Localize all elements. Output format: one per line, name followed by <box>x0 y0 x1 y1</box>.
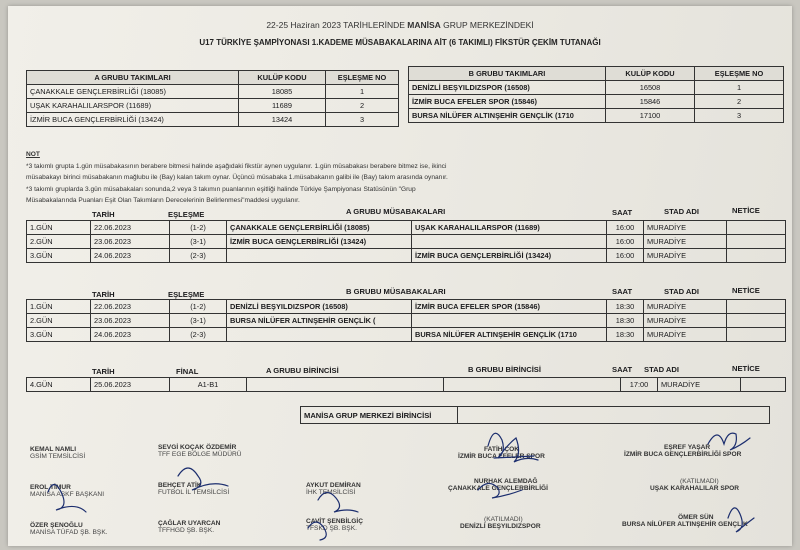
group-a-header-team: A GRUBU TAKIMLARI <box>27 71 239 85</box>
table-row: İZMİR BUCA GENÇLERBİRLİĞİ (13424) 13424 3 <box>27 113 399 127</box>
signature-ihk: AYKUT DEMİRAN İHK TEMSİLCİSİ <box>306 482 361 496</box>
signature-tufad: ÖZER ŞENOĞLU MANİSA TÜFAD ŞB. BŞK. <box>30 522 108 536</box>
a-matches-header-pairing: EŞLEŞME <box>168 210 205 219</box>
signature-tffhgd: ÇAĞLAR UYARCAN TFFHGD ŞB. BŞK. <box>158 520 221 534</box>
group-b-header-code: KULÜP KODU <box>606 67 695 81</box>
final-header-time: SAAT <box>612 365 633 374</box>
final-header-final: FİNAL <box>176 367 199 376</box>
signature-futbol-il: BEHÇET ATİK FUTBOL İL TEMSİLCİSİ <box>158 482 230 496</box>
table-row: BURSA NİLÜFER ALTINŞEHİR GENÇLİK (1710 17100 3 <box>409 109 784 123</box>
b-matches-header-pairing: EŞLEŞME <box>168 290 205 299</box>
b-matches-header-stadium: STAD ADI <box>664 287 700 296</box>
a-matches-header-result: NETİCE <box>732 206 760 215</box>
signature-tff-ege: SEVGİ KOÇAK ÖZDEMİR TFF EGE BÖLGE MÜDÜRÜ <box>158 444 242 458</box>
a-matches-title: A GRUBU MÜSABAKALARI <box>346 207 446 216</box>
table-row: UŞAK KARAHALILARSPOR (11689) 11689 2 <box>27 99 399 113</box>
signature-tfskd: CAVİT ŞENBİLGİÇ TFSKD ŞB. BŞK. <box>306 518 364 532</box>
final-header-result: NETİCE <box>732 364 760 373</box>
signature-scribble <box>8 6 792 546</box>
table-row: İZMİR BUCA EFELER SPOR (15846) 15846 2 <box>409 95 784 109</box>
group-b-header-match-no: EŞLEŞME NO <box>695 67 784 81</box>
table-row: 1.GÜN 22.06.2023 (1-2) ÇANAKKALE GENÇLERBİRLİĞİ (18085) UŞAK KARAHALILARSPOR (11689) 16:00 MURADİYE <box>27 221 786 235</box>
signature-buca-genclerbirligi: EŞREF YAŞAR İZMİR BUCA GENÇLERBİRLİĞİ SPOR <box>624 444 742 458</box>
a-matches-header-time: SAAT <box>612 208 633 217</box>
note-label: NOT <box>26 151 40 158</box>
group-b-header-team: B GRUBU TAKIMLARI <box>409 67 606 81</box>
group-a-header-code: KULÜP KODU <box>239 71 326 85</box>
final-header-date: TARİH <box>92 367 115 376</box>
note-line: *3 takımlı gruplarda 3.gün müsabakaları sonunda,2 veya 3 takımın puanlarının eşitliği halinde Türkiye Şampiyonası Statüsünün "Grup <box>26 185 416 193</box>
final-header-group-b-winner: B GRUBU BİRİNCİSİ <box>468 365 541 374</box>
table-row: 2.GÜN 23.06.2023 (3-1) İZMİR BUCA GENÇLERBİRLİĞİ (13424) 16:00 MURADİYE <box>27 235 786 249</box>
signature-bursa: ÖMER SÜN BURSA NİLÜFER ALTINŞEHİR GENÇLİK <box>622 514 748 528</box>
table-row: 4.GÜN 25.06.2023 A1-B1 17:00 MURADİYE <box>27 378 786 392</box>
group-center-winner-label: MANİSA GRUP MERKEZİ BİRİNCİSİ <box>301 407 458 424</box>
b-matches-header-date: TARİH <box>92 290 115 299</box>
a-matches-header-date: TARİH <box>92 210 115 219</box>
table-row: ÇANAKKALE GENÇLERBİRLİĞİ (18085) 18085 1 <box>27 85 399 99</box>
b-matches-header-result: NETİCE <box>732 286 760 295</box>
group-a-header-match-no: EŞLEŞME NO <box>326 71 399 85</box>
b-matches-header-time: SAAT <box>612 287 633 296</box>
note-line: *3 takımlı grupta 1.gün müsabakasının berabere bitmesi halinde aşağıdaki fikstür aynen uygulanır. 1.gün müsabakası berabere bitmez ise, ikinci <box>26 162 447 170</box>
signature-usak: (KATILMADI) UŞAK KARAHALILAR SPOR <box>650 478 740 492</box>
table-row: DENİZLİ BEŞYILDIZSPOR (16508) 16508 1 <box>409 81 784 95</box>
b-matches-title: B GRUBU MÜSABAKALARI <box>346 287 446 296</box>
table-row: 1.GÜN 22.06.2023 (1-2) DENİZLİ BEŞYILDIZSPOR (16508) İZMİR BUCA EFELER SPOR (15846) 18:30 MURADİYE <box>27 300 786 314</box>
signature-buca-efeler: FATİH ÇOK İZMİR BUCA EFELER SPOR <box>458 446 545 460</box>
note-line: Müsabakalarında Puanları Eşit Olan Takımların Derecelerinin Belirlenmesi"maddesi uygulanır. <box>26 197 300 204</box>
final-header-stadium: STAD ADI <box>644 365 680 374</box>
doc-title-line1: 22-25 Haziran 2023 TARİHLERİNDE MANİSA GRUP MERKEZİNDEKİ <box>266 20 534 30</box>
signature-gsim: KEMAL NAMLI GSİM TEMSİLCİSİ <box>30 446 86 460</box>
note-line: müsabakayı birinci müsabakanın mağlubu ile (Bay) kalan takım oynar. Üçüncü müsabaka 1.müsabakanın galibi ile (Bay) takım arasında oynanır. <box>26 174 448 181</box>
signature-canakkale: NURHAK ALEMDAĞ ÇANAKKALE GENÇLERBİRLİĞİ <box>448 478 549 492</box>
doc-title-line2: U17 TÜRKİYE ŞAMPİYONASI 1.KADEME MÜSABAKALARINA AİT (6 TAKIMLI) FİKSTÜR ÇEKİM TUTANAĞI <box>199 38 601 47</box>
table-row: 3.GÜN 24.06.2023 (2-3) İZMİR BUCA GENÇLERBİRLİĞİ (13424) 16:00 MURADİYE <box>27 249 786 263</box>
signature-denizli: (KATILMADI) DENİZLİ BEŞYILDIZSPOR <box>460 516 541 530</box>
a-matches-header-stadium: STAD ADI <box>664 207 700 216</box>
final-header-group-a-winner: A GRUBU BİRİNCİSİ <box>266 366 339 375</box>
signature-askf: EROL TİMUR MANİSA ASKF BAŞKANI <box>30 484 105 498</box>
fixture-sheet <box>8 6 792 546</box>
table-row: 2.GÜN 23.06.2023 (3-1) BURSA NİLÜFER ALTINŞEHİR GENÇLİK ( 18:30 MURADİYE <box>27 314 786 328</box>
table-row: 3.GÜN 24.06.2023 (2-3) BURSA NİLÜFER ALTINŞEHİR GENÇLİK (1710 18:30 MURADİYE <box>27 328 786 342</box>
